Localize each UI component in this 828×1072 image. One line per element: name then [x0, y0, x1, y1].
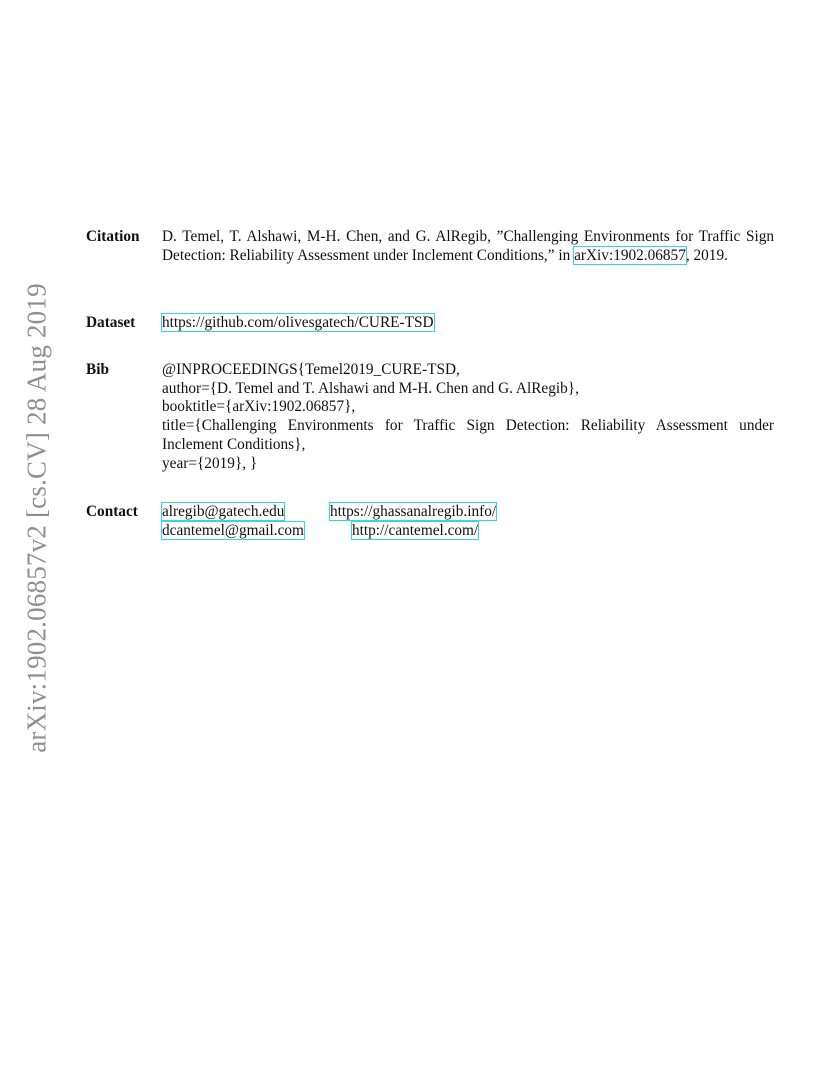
citation-text-before: D. Temel, T. Alshawi, M-H. Chen, and G. AlRegib, ”Challenging Environments for Traffic Sign Detection: Reliability Assessment under Inclement Conditions,” in	[162, 228, 774, 264]
web-link-cantemel[interactable]: http://cantemel.com/	[352, 521, 479, 539]
contact-label: Contact	[86, 503, 138, 520]
bib-line: year={2019}, }	[162, 454, 258, 472]
bib-line: title={Challenging Environments for Traffic Sign Detection: Reliability Assessment under	[162, 417, 774, 435]
citation-section	[86, 228, 774, 265]
bib-line: Inclement Conditions},	[162, 435, 306, 453]
dataset-section	[86, 314, 774, 333]
dataset-link[interactable]: https://github.com/olivesgatech/CURE-TSD	[162, 314, 434, 331]
bib-line: author={D. Temel and T. Alshawi and M-H. Chen and G. AlRegib},	[162, 379, 579, 397]
citation-label: Citation	[86, 228, 140, 245]
email-link-dcantemel[interactable]: dcantemel@gmail.com	[162, 521, 304, 539]
bib-section	[86, 361, 774, 473]
citation-text-after: , 2019.	[685, 246, 728, 264]
bib-label: Bib	[86, 361, 109, 378]
bib-line: @INPROCEEDINGS{Temel2019_CURE-TSD,	[162, 361, 460, 378]
email-link-alregib[interactable]: alregib@gatech.edu	[162, 503, 285, 520]
arxiv-stamp: arXiv:1902.06857v2 [cs.CV] 28 Aug 2019	[21, 283, 52, 753]
contact-grid	[162, 503, 774, 540]
web-link-ghassanalregib[interactable]: https://ghassanalregib.info/	[330, 503, 497, 520]
citation-text	[162, 228, 774, 265]
bib-entry	[162, 361, 774, 473]
citation-arxiv-link[interactable]: arXiv:1902.06857	[574, 246, 686, 264]
bib-line: booktitle={arXiv:1902.06857},	[162, 398, 356, 416]
dataset-content	[162, 314, 774, 333]
contact-section	[86, 503, 774, 540]
dataset-label: Dataset	[86, 314, 136, 331]
